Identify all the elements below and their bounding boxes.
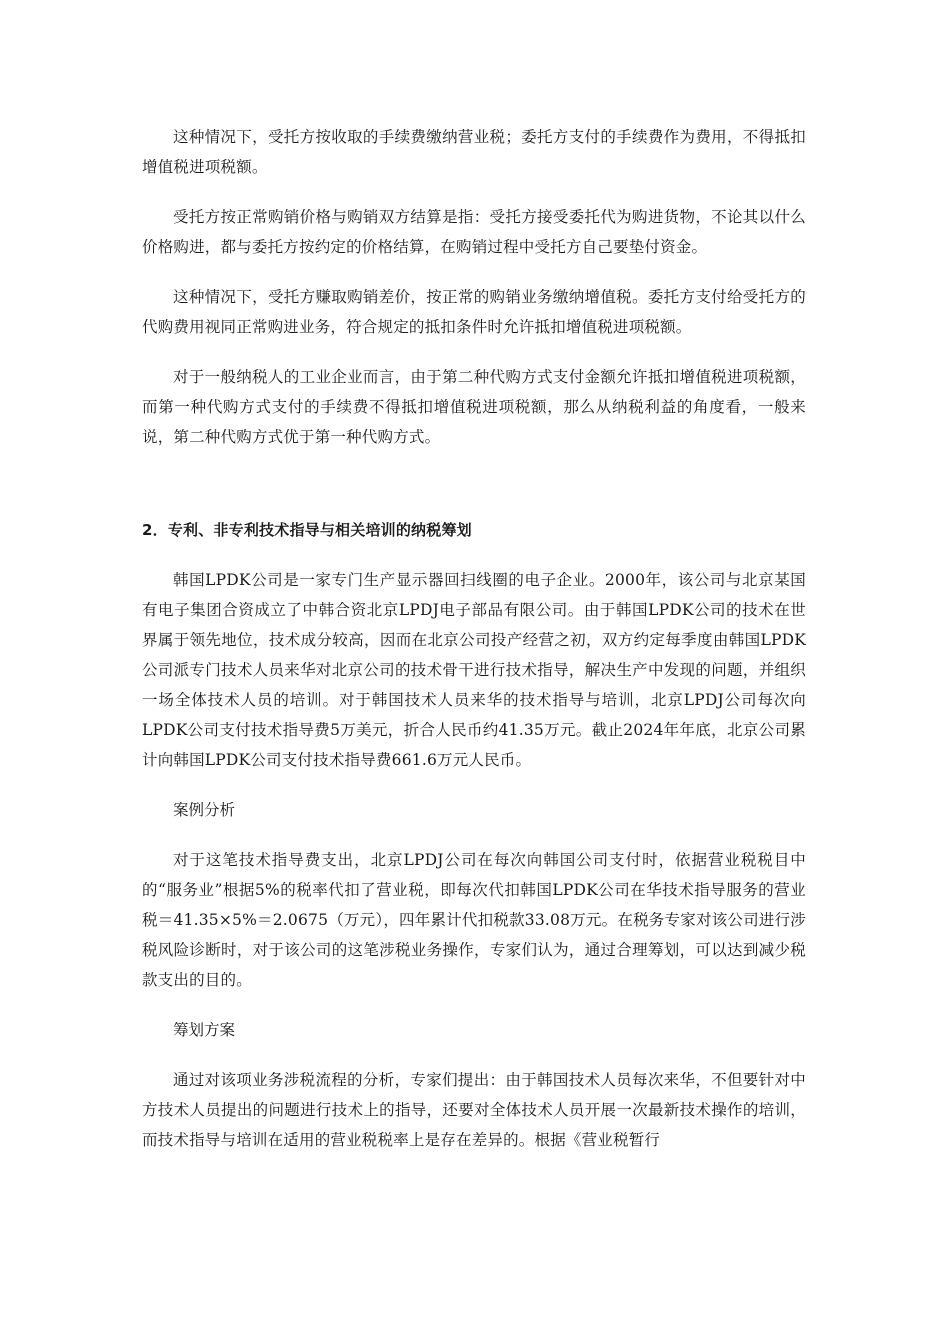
analysis-label: 案例分析 bbox=[173, 801, 236, 819]
section-heading: 2．专利、非专利技术指导与相关培训的纳税筹划 bbox=[142, 521, 472, 539]
paragraph: 这种情况下，受托方赚取购销差价，按正常的购销业务缴纳增值税。委托方支付给受托方的代购费用视同正常购进业务，符合规定的抵扣条件时允许抵扣增值税进项税额。 bbox=[142, 288, 806, 336]
case-intro-paragraph: 韩国LPDK公司是一家专门生产显示器回扫线圈的电子企业。2000年，该公司与北京某国有电子集团合资成立了中韩合资北京LPDJ电子部品有限公司。由于韩国LPDK公司的技术在世界属于领先地位，技术成分较高，因而在北京公司投产经营之初，双方约定每季度由韩国LPDK公司派专门技术人员来华对北京公司的技术骨干进行技术指导，解决生产中发现的问题，并组织一场全体技术人员的培训。对于韩国技术人员来华的技术指导与培训，北京LPDJ公司每次向LPDK公司支付技术指导费5万美元，折合人民币约41.35万元。截止2024年年底，北京公司累计向韩国LPDK公司支付技术指导费661.6万元人民币。 bbox=[142, 571, 806, 769]
plan-label: 筹划方案 bbox=[173, 1021, 236, 1039]
analysis-paragraph: 对于这笔技术指导费支出，北京LPDJ公司在每次向韩国公司支付时，依据营业税税目中的“服务业”根据5%的税率代扣了营业税，即每次代扣韩国LPDK公司在华技术指导服务的营业税＝41.35×5%＝2.0675（万元），四年累计代扣税款33.08万元。在税务专家对该公司进行涉税风险诊断时，对于该公司的这笔涉税业务操作，专家们认为，通过合理筹划，可以达到减少税款支出的目的。 bbox=[142, 851, 806, 989]
paragraph: 受托方按正常购销价格与购销双方结算是指：受托方接受委托代为购进货物，不论其以什么价格购进，都与委托方按约定的价格结算，在购销过程中受托方自己要垫付资金。 bbox=[142, 208, 806, 256]
document-page bbox=[142, 122, 806, 1175]
paragraph: 对于一般纳税人的工业企业而言，由于第二种代购方式支付金额允许抵扣增值税进项税额，而第一种代购方式支付的手续费不得抵扣增值税进项税额，那么从纳税利益的角度看，一般来说，第二种代购方式优于第一种代购方式。 bbox=[142, 368, 806, 446]
paragraph: 这种情况下，受托方按收取的手续费缴纳营业税；委托方支付的手续费作为费用，不得抵扣增值税进项税额。 bbox=[142, 128, 806, 176]
plan-paragraph: 通过对该项业务涉税流程的分析，专家们提出：由于韩国技术人员每次来华，不但要针对中方技术人员提出的问题进行技术上的指导，还要对全体技术人员开展一次最新技术操作的培训，而技术指导与培训在适用的营业税税率上是存在差异的。根据《营业税暂行 bbox=[142, 1071, 806, 1149]
